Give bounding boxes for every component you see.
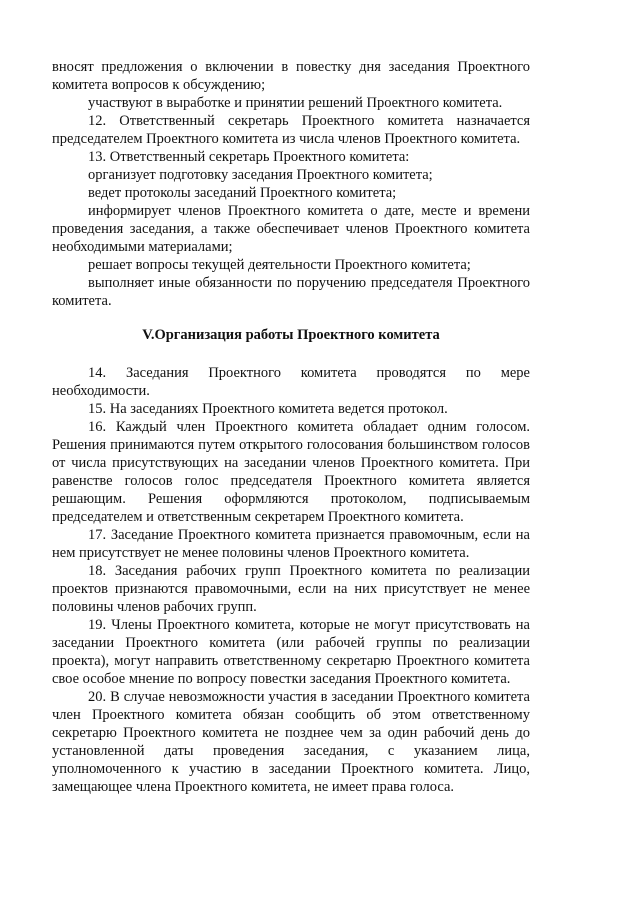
paragraph-20: 20. В случае невозможности участия в заседании Проектного комитета член Проектного комитета обязан сообщить об этом ответственному секретарю Проектного комитета не позднее чем за один рабочий день до установленной даты проведения заседания, с указанием лица, уполномоченного к участию в заседании Проектного комитета. Лицо, замещающее члена Проектного комитета, не имеет права голоса. bbox=[52, 689, 530, 795]
paragraph-17: 17. Заседание Проектного комитета признается правомочным, если на нем присутствует не менее половины членов Проектного комитета. bbox=[52, 527, 530, 561]
paragraph-14: 14. Заседания Проектного комитета проводятся по мере необходимости. bbox=[52, 365, 530, 399]
paragraph: информирует членов Проектного комитета о дате, месте и времени проведения заседания, а также обеспечивает членов Проектного комитета необходимыми материалами; bbox=[52, 203, 530, 255]
paragraph-12: 12. Ответственный секретарь Проектного комитета назначается председателем Проектного комитета из числа членов Проектного комитета. bbox=[52, 113, 530, 147]
paragraph: выполняет иные обязанности по поручению председателя Проектного комитета. bbox=[52, 275, 530, 309]
paragraph-13: 13. Ответственный секретарь Проектного комитета: bbox=[88, 149, 410, 165]
paragraph-16: 16. Каждый член Проектного комитета обладает одним голосом. Решения принимаются путем открытого голосования большинством голосов от числа присутствующих на заседании членов Проектного комитета. При равенстве голосов голос председателя Проектного комитета является решающим. Решения оформляются протоколом, подписываемым председателем и ответственным секретарем Проектного комитета. bbox=[52, 419, 530, 525]
paragraph: решает вопросы текущей деятельности Проектного комитета; bbox=[88, 257, 471, 273]
paragraph: организует подготовку заседания Проектного комитета; bbox=[88, 167, 433, 183]
paragraph-19: 19. Члены Проектного комитета, которые не могут присутствовать на заседании Проектного комитета (или рабочей группы по реализации проекта), могут направить ответственному секретарю Проектного комитета свое особое мнение по вопросу повестки заседания Проектного комитета. bbox=[52, 617, 530, 687]
paragraph: ведет протоколы заседаний Проектного комитета; bbox=[88, 185, 397, 201]
paragraph-15: 15. На заседаниях Проектного комитета ведется протокол. bbox=[88, 401, 448, 417]
paragraph-continuation: вносят предложения о включении в повестку дня заседания Проектного комитета вопросов к обсуждению; bbox=[52, 59, 530, 93]
paragraph-18: 18. Заседания рабочих групп Проектного комитета по реализации проектов признаются правомочными, если на них присутствует не менее половины членов рабочих групп. bbox=[52, 563, 530, 615]
document-body bbox=[52, 58, 530, 796]
section-heading: V.Организация работы Проектного комитета bbox=[142, 327, 440, 343]
paragraph: участвуют в выработке и принятии решений Проектного комитета. bbox=[88, 95, 503, 111]
